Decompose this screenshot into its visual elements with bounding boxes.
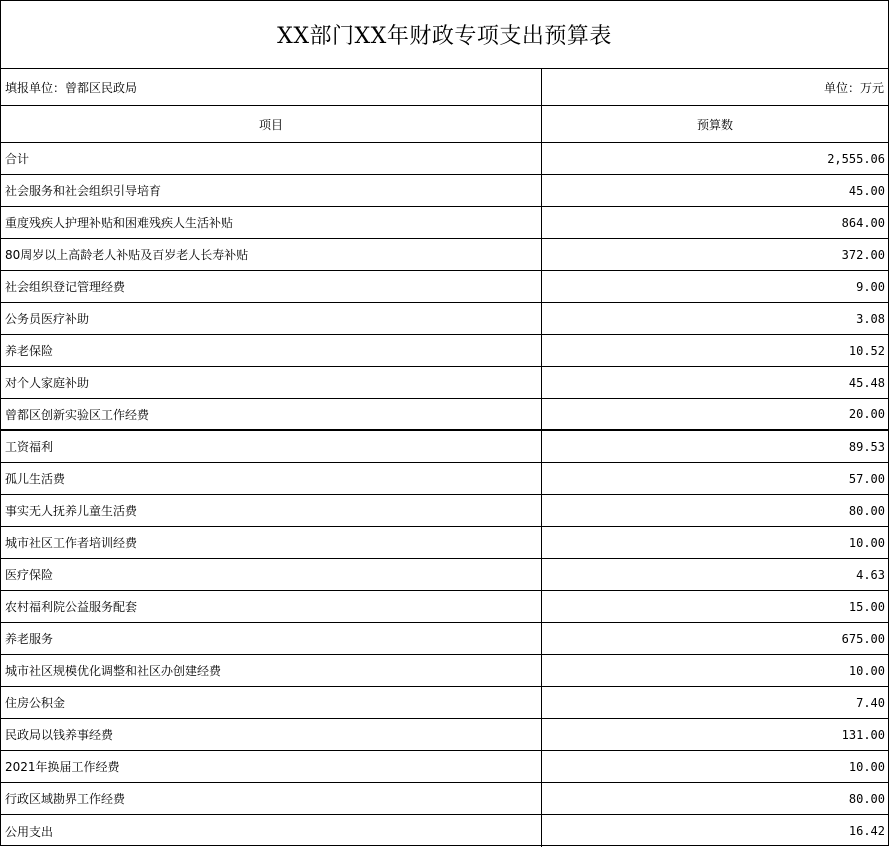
row-item: 公用支出 (1, 815, 542, 847)
row-budget: 675.00 (841, 631, 885, 646)
row-item: 公务员医疗补助 (1, 303, 542, 334)
table-row (1, 143, 888, 175)
row-item: 城市社区工作者培训经费 (1, 527, 542, 558)
table-row (1, 783, 888, 815)
row-budget: 7.40 (856, 695, 885, 710)
meta-row (1, 69, 888, 106)
row-item: 养老服务 (1, 623, 542, 654)
table-row (1, 303, 888, 335)
row-budget: 15.00 (848, 599, 885, 614)
table-body (1, 143, 888, 847)
row-item: 孤儿生活费 (1, 463, 542, 494)
table-row (1, 751, 888, 783)
row-budget: 45.48 (848, 375, 885, 390)
row-item: 重度残疾人护理补贴和困难残疾人生活补贴 (1, 207, 542, 238)
table-row (1, 591, 888, 623)
table-row (1, 463, 888, 495)
row-item: 行政区域勘界工作经费 (1, 783, 542, 814)
table-title: XX部门XX年财政专项支出预算表 (1, 1, 888, 69)
row-item: 对个人家庭补助 (1, 367, 542, 398)
table-row (1, 623, 888, 655)
row-budget: 20.00 (848, 407, 885, 421)
row-budget: 372.00 (841, 247, 885, 262)
row-item: 住房公积金 (1, 687, 542, 718)
row-item: 社会服务和社会组织引导培育 (1, 175, 542, 206)
column-header-row (1, 106, 888, 143)
row-budget: 80.00 (848, 791, 885, 806)
row-budget: 2,555.06 (827, 151, 885, 166)
row-item: 工资福利 (1, 431, 542, 462)
row-item: 民政局以钱养事经费 (1, 719, 542, 750)
table-row (1, 655, 888, 687)
row-item: 曾都区创新实验区工作经费 (1, 399, 542, 429)
row-budget: 80.00 (848, 503, 885, 518)
table-row (1, 399, 888, 431)
table-row (1, 335, 888, 367)
table-row (1, 271, 888, 303)
table-row (1, 559, 888, 591)
table-row (1, 239, 888, 271)
row-item: 农村福利院公益服务配套 (1, 591, 542, 622)
unit-label: 单位：万元 (823, 80, 884, 95)
row-budget: 89.53 (848, 439, 885, 454)
row-item: 养老保险 (1, 335, 542, 366)
table-row (1, 687, 888, 719)
row-budget: 4.63 (856, 567, 885, 582)
table-row (1, 527, 888, 559)
row-item: 合计 (1, 143, 542, 174)
row-budget: 10.00 (848, 663, 885, 678)
row-budget: 10.00 (848, 535, 885, 550)
table-row (1, 175, 888, 207)
reporting-unit: 填报单位：曾都区民政局 (1, 69, 542, 105)
row-budget: 9.00 (856, 279, 885, 294)
row-budget: 57.00 (848, 471, 885, 486)
table-row (1, 207, 888, 239)
row-item: 80周岁以上高龄老人补贴及百岁老人长寿补贴 (1, 239, 542, 270)
row-item: 2021年换届工作经费 (1, 751, 542, 782)
table-row (1, 495, 888, 527)
row-item: 社会组织登记管理经费 (1, 271, 542, 302)
row-budget: 864.00 (841, 215, 885, 230)
column-header-budget: 预算数 (696, 117, 733, 132)
column-header-item: 项目 (1, 106, 542, 142)
row-item: 城市社区规模优化调整和社区办创建经费 (1, 655, 542, 686)
table-row (1, 815, 888, 847)
table-row (1, 367, 888, 399)
row-budget: 16.42 (848, 824, 885, 838)
row-item: 医疗保险 (1, 559, 542, 590)
row-budget: 10.52 (848, 343, 885, 358)
row-item: 事实无人抚养儿童生活费 (1, 495, 542, 526)
row-budget: 45.00 (848, 183, 885, 198)
row-budget: 3.08 (856, 311, 885, 326)
row-budget: 10.00 (848, 759, 885, 774)
table-row (1, 719, 888, 751)
table-row (1, 431, 888, 463)
row-budget: 131.00 (841, 727, 885, 742)
